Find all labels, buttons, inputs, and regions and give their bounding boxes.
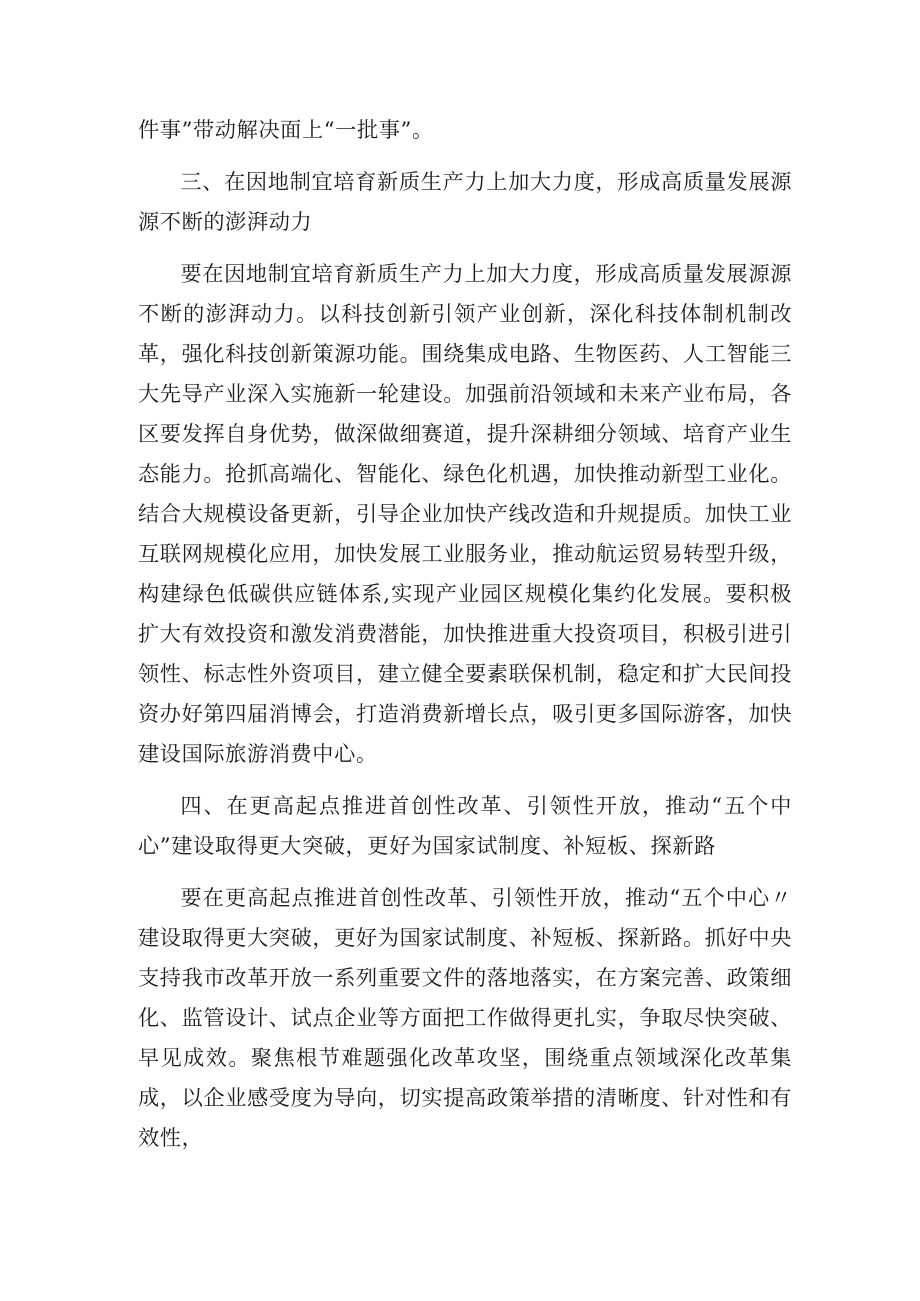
paragraph-section-three: 要在因地制宜培育新质生产力上加大力度，形成高质量发展源源不断的澎湃动力。以科技创新引领产业创新，深化科技体制机制改革，强化科技创新策源功能。围绕集成电路、生物医药、人工智能三大先导产业深入实施新一轮建设。加强前沿领域和未来产业布局，各区要发挥自身优势，做深做细赛道，提升深耕细分领域、培育产业生态能力。抢抓高端化、智能化、绿色化机遇，加快推动新型工业化。结合大规模设备更新，引导企业加快产线改造和升规提质。加快工业互联网规模化应用，加快发展工业服务业，推动航运贸易转型升级，构建绿色低碳供应链体系,实现产业园区规模化集约化发展。要积极扩大有效投资和激发消费潜能，加快推进重大投资项目，积极引进引领性、标志性外资项目，建立健全要素联保机制，稳定和扩大民间投资办好第四届消博会，打造消费新增长点，吸引更多国际游客，加快建设国际旅游消费中心。 bbox=[138, 261, 792, 766]
paragraph-section-four: 要在更高起点推进首创性改革、引领性开放，推动“五个中心〃建设取得更大突破，更好为国家试制度、补短板、探新路。抓好中央支持我市改革开放一系列重要文件的落地落实，在方案完善、政策细化、监管设计、试点企业等方面把工作做得更扎实，争取尽快突破、早见成效。聚焦根节难题强化改革攻坚，围绕重点领域深化改革集成，以企业感受度为导向，切实提高政策举措的清晰度、针对性和有效性， bbox=[138, 885, 792, 1150]
section-heading-four: 四、在更高起点推进首创性改革、引领性开放，推动“五个中心”建设取得更大突破，更好为国家试制度、补短板、探新路 bbox=[138, 793, 792, 858]
paragraph-continuation: 件事”带动解决面上“一批事”。 bbox=[138, 117, 434, 142]
document-body bbox=[138, 110, 792, 1170]
section-heading-three: 三、在因地制宜培育新质生产力上加大力度，形成高质量发展源源不断的澎湃动力 bbox=[138, 169, 792, 234]
